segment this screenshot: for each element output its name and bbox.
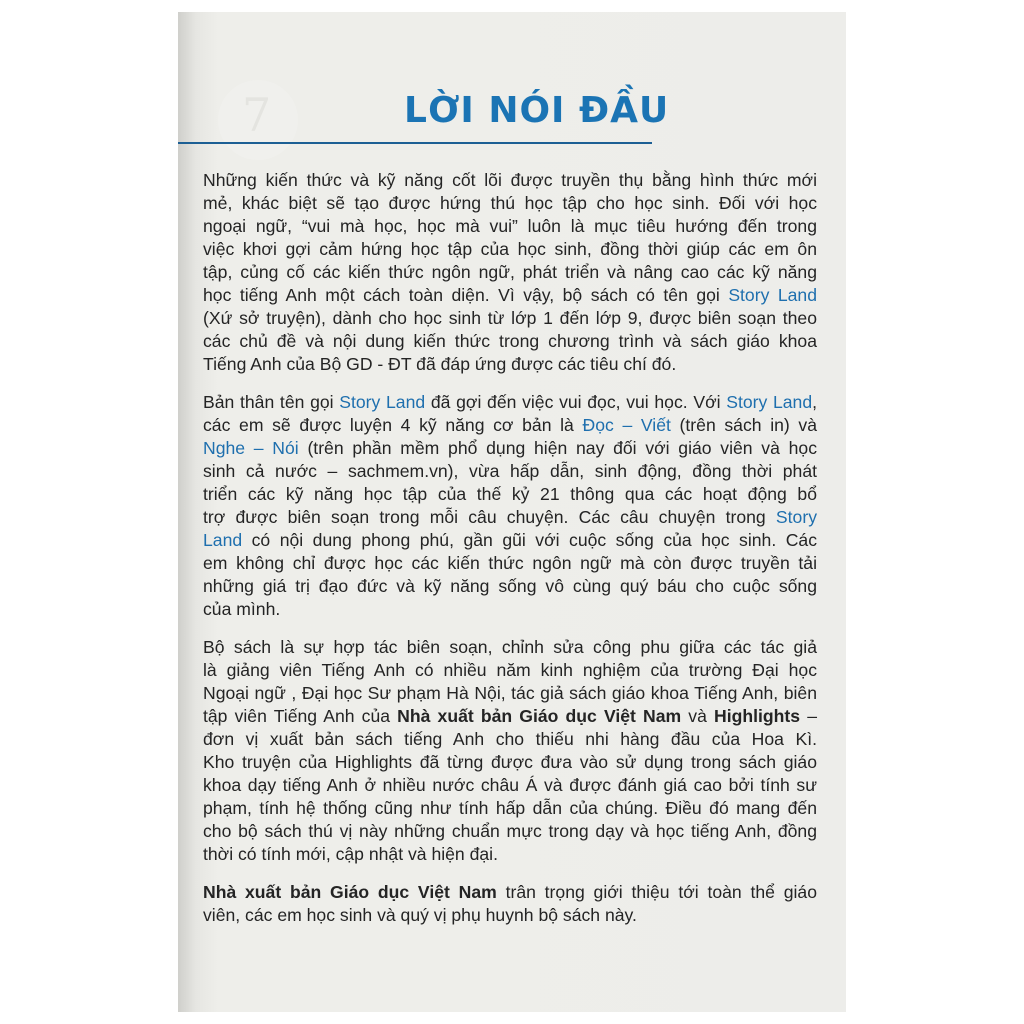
text-line xyxy=(203,460,817,483)
paragraph-2 xyxy=(203,391,817,621)
text-segment: trân trọng giới thiệu tới toàn thể giáo xyxy=(496,882,817,902)
text-line xyxy=(203,261,817,284)
highlighted-term: Story xyxy=(775,507,817,527)
text-segment: những giá trị đạo đức và kỹ năng sống vô cùng quý báu cho cuộc sống xyxy=(203,576,817,596)
highlighted-term: Story Land xyxy=(728,285,817,305)
text-segment: em không chỉ được học các kiến thức ngôn ngữ mà còn được truyền tải xyxy=(203,553,817,573)
highlighted-term: Nghe – Nói xyxy=(203,438,299,458)
text-segment: của mình. xyxy=(203,599,281,619)
text-segment: tập viên Tiếng Anh của xyxy=(203,706,398,726)
text-segment: Tiếng Anh của Bộ GD - ĐT đã đáp ứng được các tiêu chí đó. xyxy=(203,354,677,374)
text-line xyxy=(203,437,817,460)
text-segment: ngoại ngữ, “vui mà học, học mà vui” luôn là mục tiêu hướng đến trong xyxy=(203,216,817,236)
background-page-number: 7 xyxy=(242,88,272,142)
text-segment: học tiếng Anh một cách toàn diện. Vì vậy, bộ sách có tên gọi xyxy=(203,285,729,305)
text-line xyxy=(203,904,817,927)
text-segment: đơn vị xuất bản sách tiếng Anh cho thiếu nhi hàng đầu của Hoa Kì. xyxy=(203,729,817,749)
text-line xyxy=(203,659,817,682)
text-segment: khoa dạy tiếng Anh ở nhiều nước châu Á và được đánh giá cao bởi tính sư xyxy=(203,775,817,795)
text-segment: Kho truyện của Highlights đã từng được đưa vào sử dụng trong sách giáo xyxy=(203,752,817,772)
text-line xyxy=(203,774,817,797)
bold-term: Highlights xyxy=(714,706,801,726)
text-segment: triển các kỹ năng học tập của thế kỷ 21 thông qua các hoạt động bổ xyxy=(203,484,817,504)
text-segment: , xyxy=(812,392,818,412)
text-line xyxy=(203,820,817,843)
text-line xyxy=(203,636,817,659)
text-line xyxy=(203,529,817,552)
text-line xyxy=(203,881,817,904)
text-line xyxy=(203,353,817,376)
text-segment: có nội dung phong phú, gần gũi với cuộc sống của học sinh. Các xyxy=(242,530,817,550)
text-segment: là giảng viên Tiếng Anh có nhiều năm kinh nghiệm của trường Đại học xyxy=(203,660,817,680)
text-segment: thời có tính mới, cập nhật và hiện đại. xyxy=(203,844,498,864)
highlighted-term: Land xyxy=(203,530,243,550)
title-underline xyxy=(178,142,652,144)
text-segment: – xyxy=(800,706,817,726)
text-segment: Những kiến thức và kỹ năng cốt lõi được truyền thụ bằng hình thức mới xyxy=(203,170,817,190)
text-line xyxy=(203,705,817,728)
text-line xyxy=(203,552,817,575)
text-segment: mẻ, khác biệt sẽ tạo được hứng thú học tập cho học sinh. Đối với học xyxy=(203,193,817,213)
text-line xyxy=(203,575,817,598)
text-line xyxy=(203,682,817,705)
bold-term: Nhà xuất bản Giáo dục Việt Nam xyxy=(397,706,682,726)
text-segment: viên, các em học sinh và quý vị phụ huynh bộ sách này. xyxy=(203,905,637,925)
text-segment: Ngoại ngữ , Đại học Sư phạm Hà Nội, tác giả sách giáo khoa Tiếng Anh, biên xyxy=(203,683,817,703)
highlighted-term: Story Land xyxy=(726,392,813,412)
text-line xyxy=(203,598,817,621)
text-segment: các em sẽ được luyện 4 kỹ năng cơ bản là xyxy=(203,415,583,435)
text-line xyxy=(203,414,817,437)
text-segment: (Xứ sở truyện), dành cho học sinh từ lớp 1 đến lớp 9, được biên soạn theo xyxy=(203,308,817,328)
text-segment: Bản thân tên gọi xyxy=(203,392,340,412)
text-line xyxy=(203,238,817,261)
text-segment: trợ được biên soạn trong mỗi câu chuyện. Các câu chuyện trong xyxy=(203,507,776,527)
bold-term: Nhà xuất bản Giáo dục Việt Nam xyxy=(203,882,497,902)
background-page-number-badge xyxy=(218,80,298,160)
text-segment: (trên sách in) và xyxy=(670,415,817,435)
page-title: LỜI NÓI ĐẦU xyxy=(404,90,670,131)
text-segment: và xyxy=(681,706,715,726)
text-line xyxy=(203,330,817,353)
text-line xyxy=(203,215,817,238)
text-line xyxy=(203,192,817,215)
text-line xyxy=(203,307,817,330)
highlighted-term: Đọc – Viết xyxy=(582,415,671,435)
text-segment: Bộ sách là sự hợp tác biên soạn, chỉnh sửa công phu giữa các tác giả xyxy=(203,637,817,657)
preface-body xyxy=(203,169,817,942)
text-line xyxy=(203,169,817,192)
text-line xyxy=(203,483,817,506)
text-segment: cho bộ sách thú vị này những chuẩn mực trong dạy và học tiếng Anh, đồng xyxy=(203,821,817,841)
book-page xyxy=(178,12,846,1012)
text-line xyxy=(203,797,817,820)
text-segment: tập, củng cố các kiến thức ngôn ngữ, phát triển và nâng cao các kỹ năng xyxy=(203,262,817,282)
text-segment: việc khơi gợi cảm hứng học tập của học sinh, đồng thời giúp các em ôn xyxy=(203,239,817,259)
text-line xyxy=(203,391,817,414)
text-line xyxy=(203,284,817,307)
text-segment: phạm, tính hệ thống cũng như tính hấp dẫn của chúng. Điều đó mang đến xyxy=(203,798,817,818)
text-segment: các chủ đề và nội dung kiến thức trong chương trình và sách giáo khoa xyxy=(203,331,817,351)
text-segment: (trên phần mềm phổ dụng hiện nay đối với giáo viên và học xyxy=(298,438,817,458)
text-line xyxy=(203,843,817,866)
text-segment: sinh cả nước – sachmem.vn), vừa hấp dẫn, sinh động, đồng thời phát xyxy=(203,461,817,481)
paragraph-1 xyxy=(203,169,817,376)
paragraph-4 xyxy=(203,881,817,927)
text-line xyxy=(203,728,817,751)
paragraph-3 xyxy=(203,636,817,866)
text-segment: đã gợi đến việc vui đọc, vui học. Với xyxy=(425,392,727,412)
text-line xyxy=(203,751,817,774)
highlighted-term: Story Land xyxy=(339,392,426,412)
text-line xyxy=(203,506,817,529)
